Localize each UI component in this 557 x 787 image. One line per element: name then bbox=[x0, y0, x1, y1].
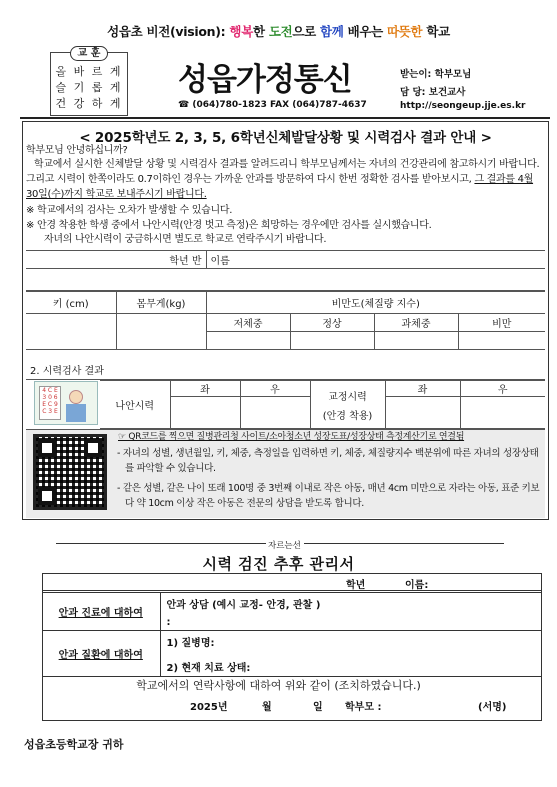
eye-clinic-colon: : bbox=[166, 616, 171, 628]
overweight-cell bbox=[374, 332, 458, 350]
obesity-header: 비만도(체질량 지수) bbox=[206, 292, 545, 314]
vision-word-3: 으로 bbox=[292, 24, 320, 39]
signature[interactable]: (서명) bbox=[478, 702, 507, 713]
growth-consult-note: - 같은 성별, 같은 나이 또래 100명 중 3번째 이내로 작은 아동, 매년 4cm 미만으로 자라는 아동, 표준 키보다 약 10cm 이상 작은 아동은 전문의 상담을 받도록 합니다. bbox=[117, 483, 540, 509]
recipient: 받는이: 학부모님 bbox=[400, 69, 472, 80]
obese-header: 비만 bbox=[458, 314, 545, 332]
notice-paragraph-text: 학교에서 실시한 신체발달 상황 및 시력검사 결과를 알려드리니 학부모님께서는 자녀의 건강관리에 참고하시기 바랍니다. 그리고 시력이 한쪽이라도 0.7이하인 경우는 가까운 안과를 방문하여 다시 한번 정확한 검사를 받아보시고, bbox=[26, 159, 540, 185]
eye-chart-illustration bbox=[34, 381, 98, 425]
eye-disease-label: 안과 질환에 대하여 bbox=[42, 631, 160, 677]
body-result-table bbox=[26, 291, 545, 350]
note-glasses: ※ 안경 착용한 학생 중에서 나안시력(안경 벗고 측정)은 희망하는 경우에만 검사를 실시했습니다. bbox=[26, 220, 432, 231]
vision-word-5: 배우는 bbox=[343, 24, 387, 39]
motto-heading: 교 훈 bbox=[70, 46, 108, 61]
qr-usage-note: - 자녀의 성별, 생년월일, 키, 체중, 측정일을 입력하면 키, 체중, 체질량지수 백분위에 따른 자녀의 성장상태를 파악할 수 있습니다. bbox=[117, 448, 539, 474]
confirmation-text: 학교에서의 연락사항에 대하여 위와 같이 (조치하였습니다.) bbox=[136, 679, 421, 692]
sign-day: 일 bbox=[313, 702, 323, 713]
school-url[interactable]: http://seongeup.jje.es.kr bbox=[400, 101, 526, 111]
vision-section-title: 2. 시력검사 결과 bbox=[26, 360, 545, 380]
disease-name-field[interactable]: 1) 질병명: bbox=[166, 637, 215, 649]
naked-right-value bbox=[240, 397, 310, 429]
weight-value bbox=[116, 314, 206, 350]
normal-cell bbox=[290, 332, 374, 350]
vision-word-0: 행복 bbox=[229, 24, 253, 39]
vision-statement bbox=[229, 24, 450, 39]
corrected-vision-sub: (안경 착용) bbox=[322, 410, 373, 422]
corrected-left-header: 좌 bbox=[385, 381, 460, 397]
qr-link-note: ☞ QR코드를 찍으면 질병관리청 사이트/소아청소년 성장도표/성장상태 측정계산기로 연결됨 bbox=[118, 432, 465, 442]
eye-clinic-label: 안과 진료에 대하여 bbox=[42, 593, 160, 631]
newsletter-title: 성읍가정통신 bbox=[178, 62, 352, 98]
child-icon bbox=[69, 390, 83, 404]
followup-title: 시력 검진 추후 관리서 bbox=[202, 555, 355, 573]
height-value bbox=[26, 314, 116, 350]
cut-line-left bbox=[56, 543, 266, 544]
eye-clinic-answer bbox=[160, 593, 542, 631]
qr-code[interactable] bbox=[33, 434, 107, 510]
corrected-right-value bbox=[460, 397, 545, 429]
vision-word-6: 따뜻한 bbox=[386, 24, 423, 39]
motto-line-2: 슬 기 롭 게 bbox=[55, 81, 123, 94]
vision-word-7: 학교 bbox=[422, 24, 450, 39]
cut-line-label: 자르는선 bbox=[268, 541, 301, 551]
followup-name: 이름: bbox=[405, 580, 429, 591]
notice-paragraph bbox=[26, 157, 544, 202]
vision-prefix: 성읍초 비전(vision): bbox=[107, 24, 226, 39]
eye-clinic-options: 안과 상담 (예시 교정- 안경, 관찰 ) bbox=[166, 599, 321, 611]
sign-year: 2025년 bbox=[190, 702, 228, 713]
followup-grade: 학년 bbox=[346, 580, 366, 591]
person-in-charge: 담 당: 보건교사 bbox=[400, 87, 466, 98]
motto-line-1: 올 바 르 게 bbox=[55, 65, 123, 78]
note-error: ※ 학교에서의 검사는 오차가 발생할 수 있습니다. bbox=[26, 205, 233, 216]
normal-header: 정상 bbox=[290, 314, 374, 332]
corrected-vision-label bbox=[310, 381, 385, 429]
vision-word-2: 도전 bbox=[268, 24, 293, 39]
header-rule bbox=[20, 117, 550, 119]
greeting: 학부모님 안녕하십니까? bbox=[26, 145, 128, 156]
vision-word-4: 함께 bbox=[319, 24, 344, 39]
treatment-status-field[interactable]: 2) 현재 치료 상태: bbox=[166, 662, 251, 674]
underweight-cell bbox=[206, 332, 290, 350]
underweight-header: 저체중 bbox=[206, 314, 290, 332]
cut-line-right bbox=[304, 543, 504, 544]
corrected-left-value bbox=[385, 397, 460, 429]
addressee: 성읍초등학교장 귀하 bbox=[24, 738, 124, 751]
deadline-text: 그 결과를 4월30일(수)까지 학교로 보내주시기 바랍니다. bbox=[26, 174, 534, 200]
notice-heading: < 2025학년도 2, 3, 5, 6학년신체발달상황 및 시력검사 결과 안내 > bbox=[79, 130, 492, 146]
corrected-right-header: 우 bbox=[460, 381, 545, 397]
student-info-row bbox=[26, 269, 545, 291]
school-vision bbox=[0, 22, 557, 40]
vision-word-1: 한 bbox=[252, 24, 269, 39]
naked-right-header: 우 bbox=[240, 381, 310, 397]
eye-disease-answer bbox=[160, 631, 542, 677]
overweight-header: 과체중 bbox=[374, 314, 458, 332]
weight-header: 몸무게(kg) bbox=[116, 292, 206, 314]
contact-phone-fax: ☎ (064)780-1823 FAX (064)787-4637 bbox=[178, 100, 367, 110]
body-measurement-table bbox=[26, 250, 545, 291]
vision-table bbox=[100, 380, 545, 429]
motto-line-3: 건 강 하 게 bbox=[55, 97, 123, 110]
sign-parent[interactable]: 학부모 : bbox=[345, 702, 382, 713]
naked-left-value bbox=[170, 397, 240, 429]
height-header: 키 (cm) bbox=[26, 292, 116, 314]
naked-left-header: 좌 bbox=[170, 381, 240, 397]
eye-chart-icon: 4 C E 3 0 6 E C 9 C 3 E bbox=[39, 386, 61, 420]
grade-class-label: 학년 반 bbox=[26, 251, 206, 269]
obese-cell bbox=[458, 332, 545, 350]
sign-month: 월 bbox=[262, 702, 272, 713]
name-label: 이름 bbox=[206, 251, 545, 269]
followup-table bbox=[42, 592, 542, 677]
naked-vision-label: 나안시력 bbox=[100, 381, 170, 429]
note-contact: 자녀의 나안시력이 궁금하시면 별도로 학교로 연락주시기 바랍니다. bbox=[44, 234, 327, 245]
corrected-vision-title: 교정시력 bbox=[328, 391, 367, 403]
